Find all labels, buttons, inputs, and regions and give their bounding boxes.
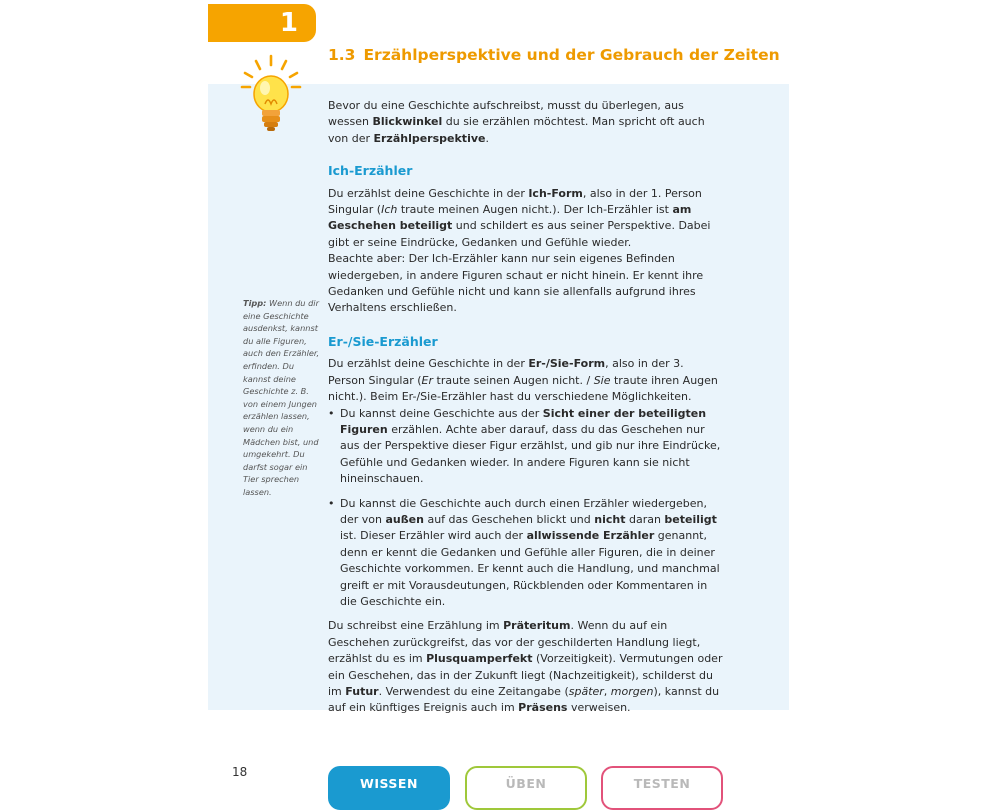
- text: traute meinen Augen nicht.). Der Ich-Erzähler ist: [397, 203, 673, 217]
- text: traute seinen Augen nicht. /: [433, 373, 594, 387]
- text: . Verwendest du eine Zeitangabe (: [378, 685, 569, 698]
- heading-ich-erzaehler: Ich-Erzähler: [328, 163, 413, 179]
- text: Bevor du eine Geschichte aufschreibst, musst du überlegen, aus wessen: [328, 99, 684, 129]
- er-paragraph-1: [328, 356, 724, 405]
- tab-ueben[interactable]: ÜBEN: [465, 766, 587, 810]
- text: auf das Geschehen blickt und: [423, 512, 595, 526]
- tip-box: [243, 297, 322, 499]
- text: ist. Dieser Erzähler wird auch der: [340, 529, 527, 543]
- text: Du kannst deine Geschichte aus der: [340, 406, 543, 420]
- main-content: [328, 98, 724, 717]
- bold-term: allwissende Erzähler: [526, 529, 655, 543]
- ich-paragraph-2: Beachte aber: Der Ich-Erzähler kann nur sein eigenes Befinden wiedergeben, in andere Figuren schaut er nicht hinein. Er kennt ihre Gedanken und Gefühle nicht und kann sie allenfalls aufgrund ihres Verhaltens erschließen.: [328, 252, 704, 315]
- list-item: [328, 406, 724, 488]
- zeiten-paragraph: [328, 618, 724, 716]
- text: . Wenn du auf ein Geschehen zurückgreifst, das vor der geschilderten Handlung liegt, erzählst du es im: [328, 619, 701, 666]
- italic-term: Er: [421, 373, 434, 387]
- text: Du schreibst eine Erzählung im: [328, 619, 504, 633]
- section-title: [328, 46, 780, 64]
- chapter-tab: [208, 4, 316, 42]
- bold-term: Sicht einer der beteiligten Figuren: [340, 406, 707, 436]
- text: ), kannst du auf ein künftiges Ereignis auch im: [328, 685, 720, 715]
- italic-term: Sie: [593, 373, 611, 387]
- bold-term: Erzählperspektive: [373, 131, 486, 145]
- text: Du kannst die Geschichte auch durch einen Erzähler wiedergeben, der von: [340, 496, 708, 526]
- bold-term: Ich-Form: [528, 186, 583, 200]
- section-title-text: Erzählperspektive und der Gebrauch der Zeiten: [363, 46, 780, 64]
- bold-term: am Geschehen beteiligt: [328, 203, 692, 233]
- text: verweisen.: [567, 701, 631, 715]
- bold-term: Plusquamperfekt: [426, 652, 533, 666]
- lightbulb-icon: [238, 54, 304, 138]
- text: du sie erzählen möchtest. Man spricht oft auch von der: [328, 115, 705, 145]
- text: erzählen. Achte aber darauf, dass du das Geschehen nur aus der Perspektive dieser Figur erzählst, und gib nur ihre Eindrücke, Gefühle und Gedanken wieder. In andere Figuren kann sie nicht hineinschauen.: [340, 422, 721, 486]
- intro-paragraph: [328, 98, 724, 147]
- list-item: [328, 496, 724, 611]
- bold-term: außen: [385, 512, 424, 526]
- bold-term: Blickwinkel: [372, 115, 443, 129]
- text: .: [485, 131, 489, 145]
- text: , also in der 3. Person Singular (: [328, 357, 684, 387]
- ich-paragraph-1: [328, 186, 724, 252]
- text: traute ihren Augen nicht.). Beim Er-/Sie-Erzähler hast du verschiedene Möglichkeiten.: [328, 373, 718, 404]
- bold-term: beteiligt: [664, 512, 717, 526]
- text: Du erzählst deine Geschichte in der: [328, 357, 529, 371]
- text: daran: [625, 512, 665, 526]
- italic-term: später: [568, 685, 604, 698]
- text: (Vorzeitigkeit). Vermutungen oder ein Geschehen, das in der Zukunft liegt (Nachzeitigkeit), schilderst du im: [328, 652, 723, 698]
- bold-term: Präteritum: [503, 619, 571, 633]
- bold-term: Präsens: [518, 701, 568, 715]
- tab-wissen[interactable]: WISSEN: [328, 766, 450, 810]
- chapter-number: 1: [279, 8, 298, 38]
- text: und schildert es aus seiner Perspektive. Dabei gibt er seine Eindrücke, Gedanken und Gefühle wieder.: [328, 219, 711, 249]
- bold-term: Er-/Sie-Form: [528, 357, 606, 371]
- bullet-list: [328, 406, 724, 611]
- tip-label: Tipp:: [243, 298, 267, 308]
- italic-term: morgen: [610, 685, 654, 698]
- text: Du erzählst deine Geschichte in der: [328, 186, 529, 200]
- text: , also in der 1. Person Singular (: [328, 186, 702, 217]
- text: ,: [603, 685, 611, 698]
- page-number: 18: [232, 765, 248, 779]
- tip-text: Wenn du dir eine Geschichte ausdenkst, kannst du alle Figuren, auch den Erzähler, erfinden. Du kannst deine Geschichte z. B. von einem Jungen erzählen lassen, wenn du ein Mädchen bist, und umgekehrt. Du darfst sogar ein Tier sprechen lassen.: [243, 298, 320, 497]
- bold-term: Futur: [345, 685, 379, 698]
- bold-term: nicht: [594, 512, 626, 526]
- italic-term: Ich: [381, 203, 398, 217]
- text: genannt, denn er kennt die Gedanken und Gefühle aller Figuren, die in deiner Geschichte vorkommen. Er kennt auch die Handlung, und manchmal greift er mit Vorausdeutungen, Rückblenden oder Kommentaren in die Geschichte ein.: [340, 529, 720, 608]
- heading-er-sie-erzaehler: Er-/Sie-Erzähler: [328, 333, 438, 349]
- section-number: 1.3: [328, 46, 356, 64]
- tab-testen[interactable]: TESTEN: [601, 766, 723, 810]
